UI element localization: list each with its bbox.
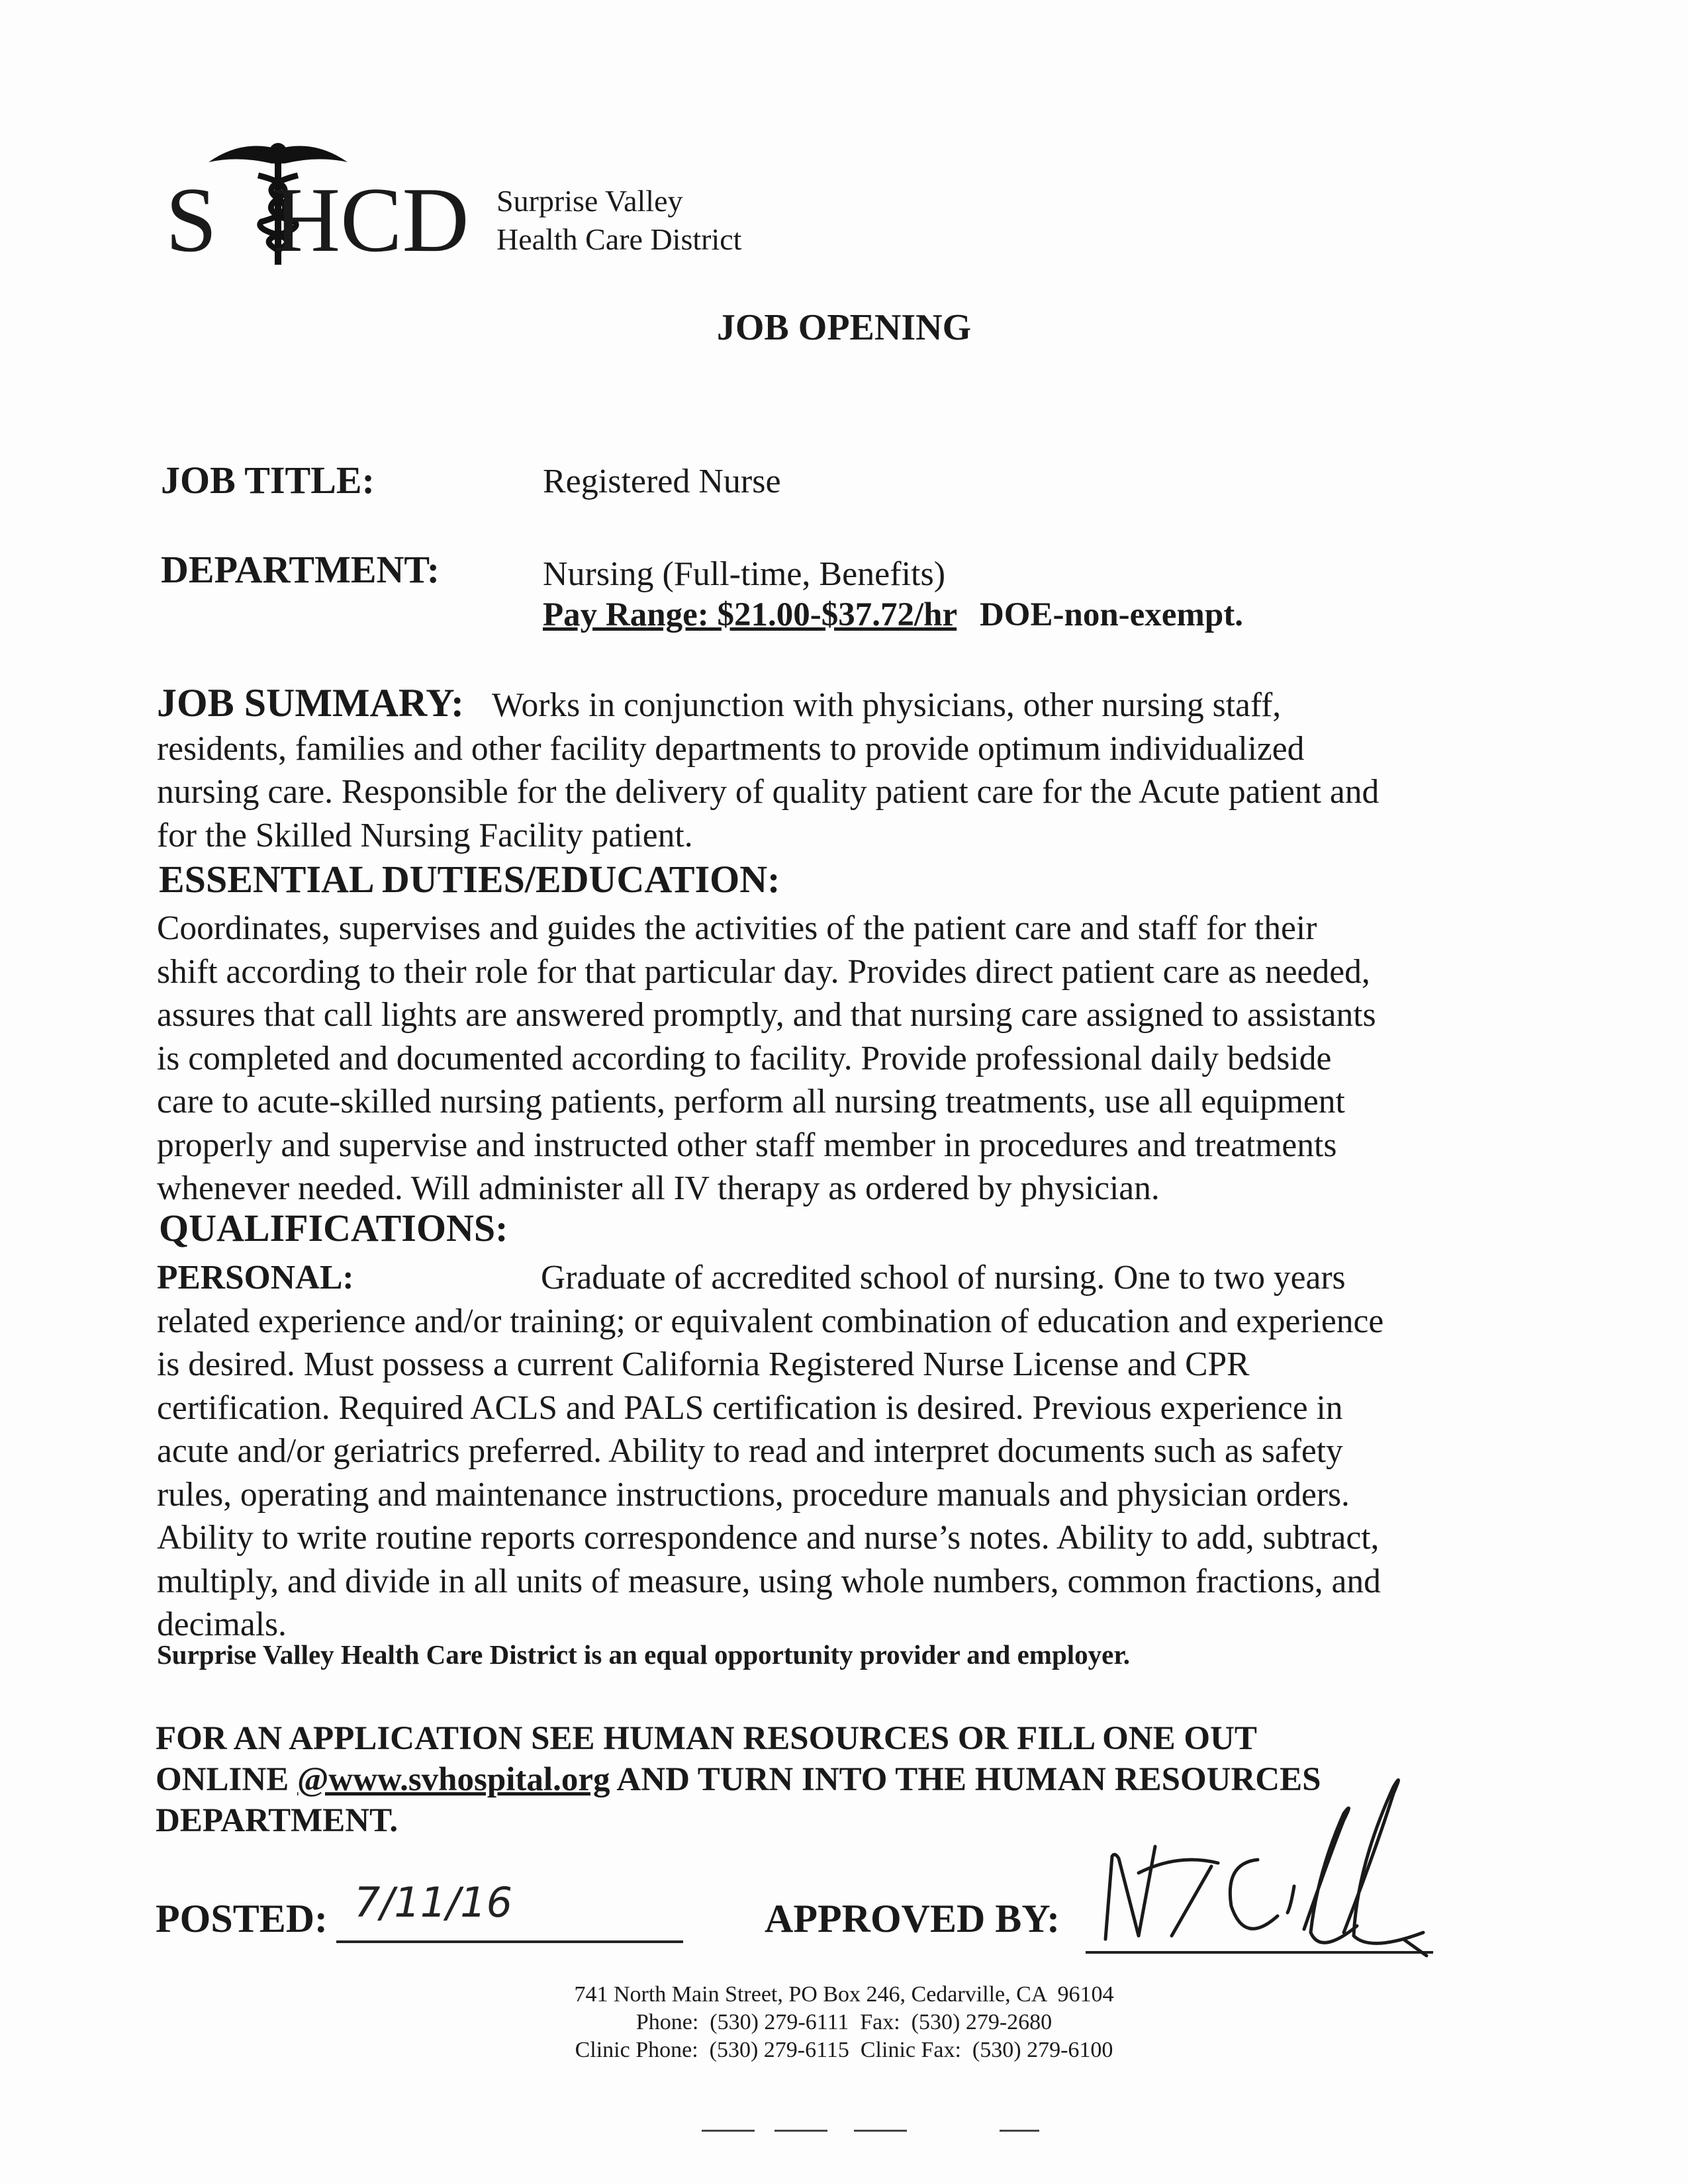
duties-line: assures that call lights are answered promptly, and that nursing care assigned to assistants: [157, 996, 1376, 1034]
qualifications-line: Graduate of accredited school of nursing. One to two years: [541, 1259, 1346, 1297]
divider: [854, 2130, 907, 2132]
qualifications-heading: QUALIFICATIONS:: [159, 1206, 508, 1250]
equal-opportunity-statement: Surprise Valley Health Care District is an equal opportunity provider and employer.: [157, 1639, 1131, 1670]
divider: [702, 2130, 755, 2132]
job-summary-line: residents, families and other facility departments to provide optimum individualized: [157, 729, 1305, 768]
posted-underline: [336, 1940, 683, 1943]
qualifications-body: [157, 1256, 1507, 1647]
job-summary: [157, 682, 1507, 857]
duties-body: [157, 907, 1507, 1210]
job-summary-line: for the Skilled Nursing Facility patient.: [157, 816, 693, 854]
duties-heading: ESSENTIAL DUTIES/EDUCATION:: [159, 858, 780, 901]
apply-line-prefix: ONLINE: [156, 1761, 297, 1798]
divider: [774, 2130, 827, 2132]
pay-range-row: [543, 596, 1243, 634]
qualifications-line: rules, operating and maintenance instructions, procedure manuals and physician orders.: [157, 1475, 1350, 1514]
qualifications-line: acute and/or geriatrics preferred. Ability to read and interpret documents such as safety: [157, 1432, 1343, 1470]
apply-line-suffix: AND TURN INTO THE HUMAN RESOURCES: [610, 1761, 1321, 1798]
duties-line: whenever needed. Will administer all IV therapy as ordered by physician.: [157, 1169, 1160, 1207]
qualifications-line: decimals.: [157, 1606, 287, 1643]
approved-by-label: APPROVED BY:: [765, 1897, 1060, 1940]
posted-date: 7/11/16: [354, 1878, 513, 1927]
qualifications-line: certification. Required ACLS and PALS certification is desired. Previous experience in: [157, 1388, 1343, 1427]
department-label: DEPARTMENT:: [161, 548, 440, 591]
posted-label: POSTED:: [156, 1897, 328, 1940]
organization-name: [496, 182, 741, 259]
footer-clinic-phone: Clinic Phone: (530) 279-6115 Clinic Fax: (530) 279-6100: [575, 2038, 1113, 2062]
duties-line: is completed and documented according to facility. Provide professional daily bedside: [157, 1039, 1332, 1077]
job-summary-line: Works in conjunction with physicians, other nursing staff,: [492, 686, 1282, 724]
footer-contact: [0, 1981, 1688, 2064]
page-title: JOB OPENING: [716, 307, 972, 348]
footer-address: 741 North Main Street, PO Box 246, Cedarville, CA 96104: [574, 1982, 1114, 2007]
qualifications-line: multiply, and divide in all units of measure, using whole numbers, common fractions, and: [157, 1562, 1381, 1600]
logo-letters: HCD: [273, 169, 469, 271]
pay-range: Pay Range: $21.00-$37.72/hr: [543, 596, 957, 633]
job-summary-label: JOB SUMMARY:: [157, 681, 465, 725]
pay-note: DOE-non-exempt.: [979, 596, 1244, 633]
organization-logo: [165, 136, 827, 271]
website-link[interactable]: @www.svhospital.org: [297, 1761, 610, 1798]
duties-line: care to acute-skilled nursing patients, perform all nursing treatments, use all equipment: [157, 1083, 1345, 1120]
duties-line: Coordinates, supervises and guides the activities of the patient care and staff for their: [157, 909, 1317, 947]
qualifications-line: is desired. Must possess a current California Registered Nurse License and CPR: [157, 1345, 1250, 1383]
job-summary-line: nursing care. Responsible for the delivery of quality patient care for the Acute patient and: [157, 773, 1380, 811]
signature-image: [1092, 1774, 1463, 1966]
organization-name-line1: Surprise Valley: [496, 184, 683, 218]
apply-line: FOR AN APPLICATION SEE HUMAN RESOURCES OR FILL ONE OUT: [156, 1720, 1257, 1757]
duties-line: properly and supervise and instructed other staff member in procedures and treatments: [157, 1126, 1337, 1164]
personal-label: PERSONAL:: [157, 1259, 354, 1297]
divider: [1000, 2130, 1039, 2132]
duties-line: shift according to their role for that particular day. Provides direct patient care as needed,: [157, 952, 1370, 991]
qualifications-line: related experience and/or training; or equivalent combination of education and experience: [157, 1302, 1384, 1340]
job-title-value: Registered Nurse: [543, 463, 781, 500]
logo-initial: S: [165, 169, 217, 271]
job-title-label: JOB TITLE:: [161, 459, 375, 502]
organization-name-line2: Health Care District: [496, 222, 742, 256]
apply-line: DEPARTMENT.: [156, 1802, 399, 1839]
footer-phone: Phone: (530) 279-6111 Fax: (530) 279-2680: [635, 2010, 1053, 2034]
qualifications-line: Ability to write routine reports correspondence and nurse’s notes. Ability to add, subtract,: [157, 1519, 1380, 1557]
department-value: Nursing (Full-time, Benefits): [543, 555, 946, 593]
